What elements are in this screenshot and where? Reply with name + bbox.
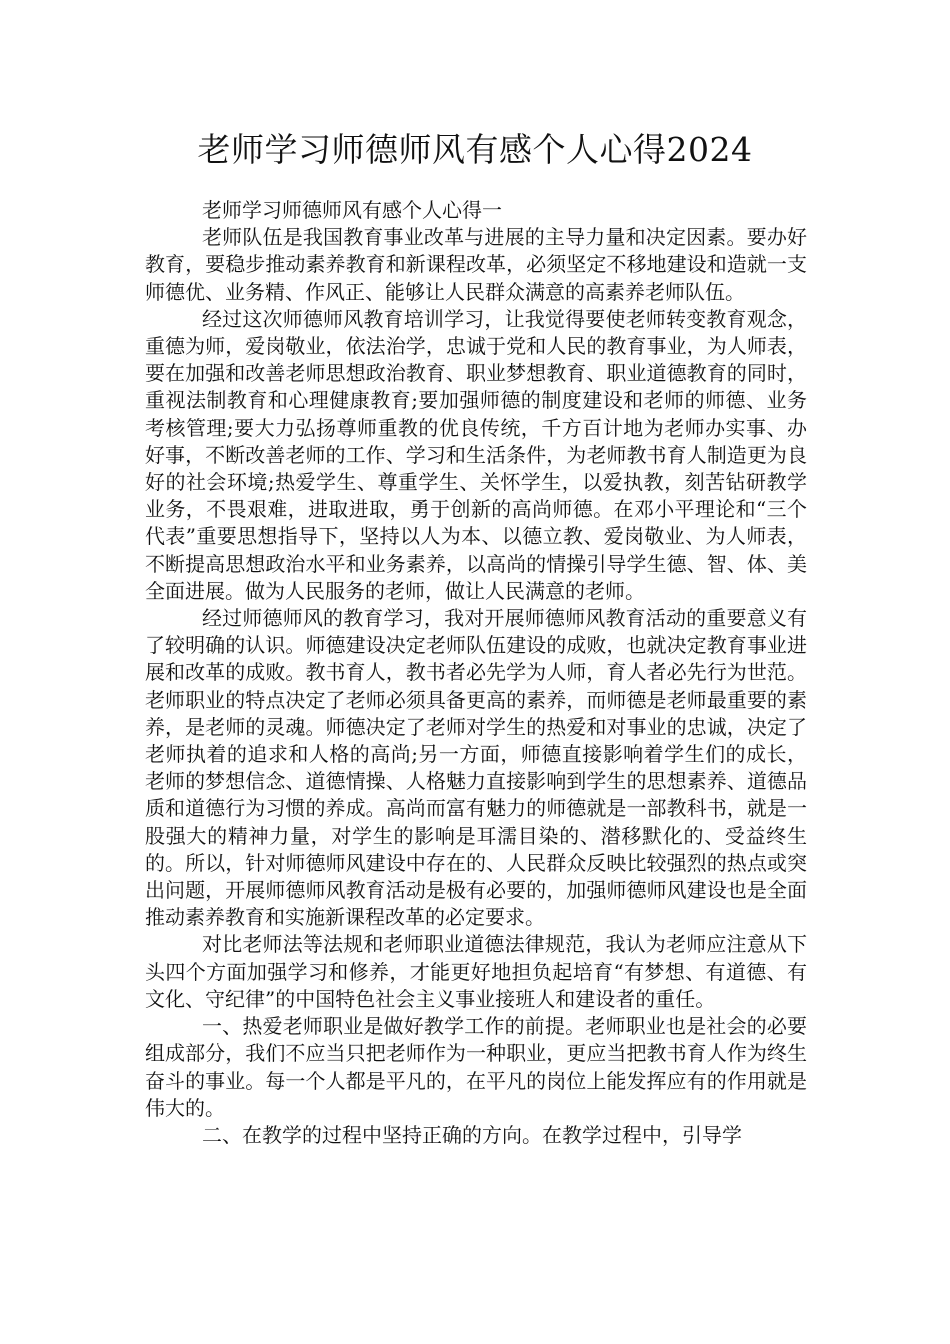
paragraph: 一、热爱老师职业是做好教学工作的前提。老师职业也是社会的必要组成部分，我们不应当只把老师作为一种职业，更应当把教书育人作为终生奋斗的事业。每一个人都是平凡的，在平凡的岗位上能发挥应有的作用就是伟大的。 bbox=[145, 1014, 807, 1120]
paragraph: 经过师德师风的教育学习，我对开展师德师风教育活动的重要意义有了较明确的认识。师德建设决定老师队伍建设的成败，也就决定教育事业进展和改革的成败。教书育人，教书者必先学为人师，育人者必先行为世范。老师职业的特点决定了老师必须具备更高的素养，而师德是老师最重要的素养，是老师的灵魂。师德决定了老师对学生的热爱和对事业的忠诚，决定了老师执着的追求和人格的高尚;另一方面，师德直接影响着学生们的成长，老师的梦想信念、道德情操、人格魅力直接影响到学生的思想素养、道德品质和道德行为习惯的养成。高尚而富有魅力的师德就是一部教科书，就是一股强大的精神力量，对学生的影响是耳濡目染的、潜移默化的、受益终生的。所以，针对师德师风建设中存在的、人民群众反映比较强烈的热点或突出问题，开展师德师风教育活动是极有必要的，加强师德师风建设也是全面推动素养教育和实施新课程改革的必定要求。 bbox=[145, 606, 807, 930]
paragraph: 经过这次师德师风教育培训学习，让我觉得要使老师转变教育观念，重德为师，爱岗敬业，依法治学，忠诚于党和人民的教育事业，为人师表，要在加强和改善老师思想政治教育、职业梦想教育、职业道德教育的同时，重视法制教育和心理健康教育;要加强师德的制度建设和老师的师德、业务考核管理;要大力弘扬尊师重教的优良传统，千方百计地为老师办实事、办好事，不断改善老师的工作、学习和生活条件，为老师教书育人制造更为良好的社会环境;热爱学生、尊重学生、关怀学生，以爱执教，刻苦钻研教学业务，不畏艰难，进取进取，勇于创新的高尚师德。在邓小平理论和“三个代表”重要思想指导下，坚持以人为本、以德立教、爱岗敬业、为人师表，不断提高思想政治水平和业务素养，以高尚的情操引导学生德、智、体、美全面进展。做为人民服务的老师，做让人民满意的老师。 bbox=[145, 306, 807, 603]
paragraph: 老师队伍是我国教育事业改革与进展的主导力量和决定因素。要办好教育，要稳步推动素养教育和新课程改革，必须坚定不移地建设和造就一支师德优、业务精、作风正、能够让人民群众满意的高素养老师队伍。 bbox=[145, 225, 807, 304]
document-title: 老师学习师德师风有感个人心得2024 bbox=[197, 130, 753, 169]
paragraph: 对比老师法等法规和老师职业道德法律规范，我认为老师应注意从下头四个方面加强学习和修养，才能更好地担负起培育“有梦想、有道德、有文化、守纪律”的中国特色社会主义事业接班人和建设者的重任。 bbox=[145, 932, 807, 1011]
paragraph: 二、在教学的过程中坚持正确的方向。在教学过程中，引导学 bbox=[202, 1122, 742, 1147]
document-body bbox=[145, 197, 807, 1149]
paragraph-subtitle: 老师学习师德师风有感个人心得一 bbox=[202, 198, 502, 222]
